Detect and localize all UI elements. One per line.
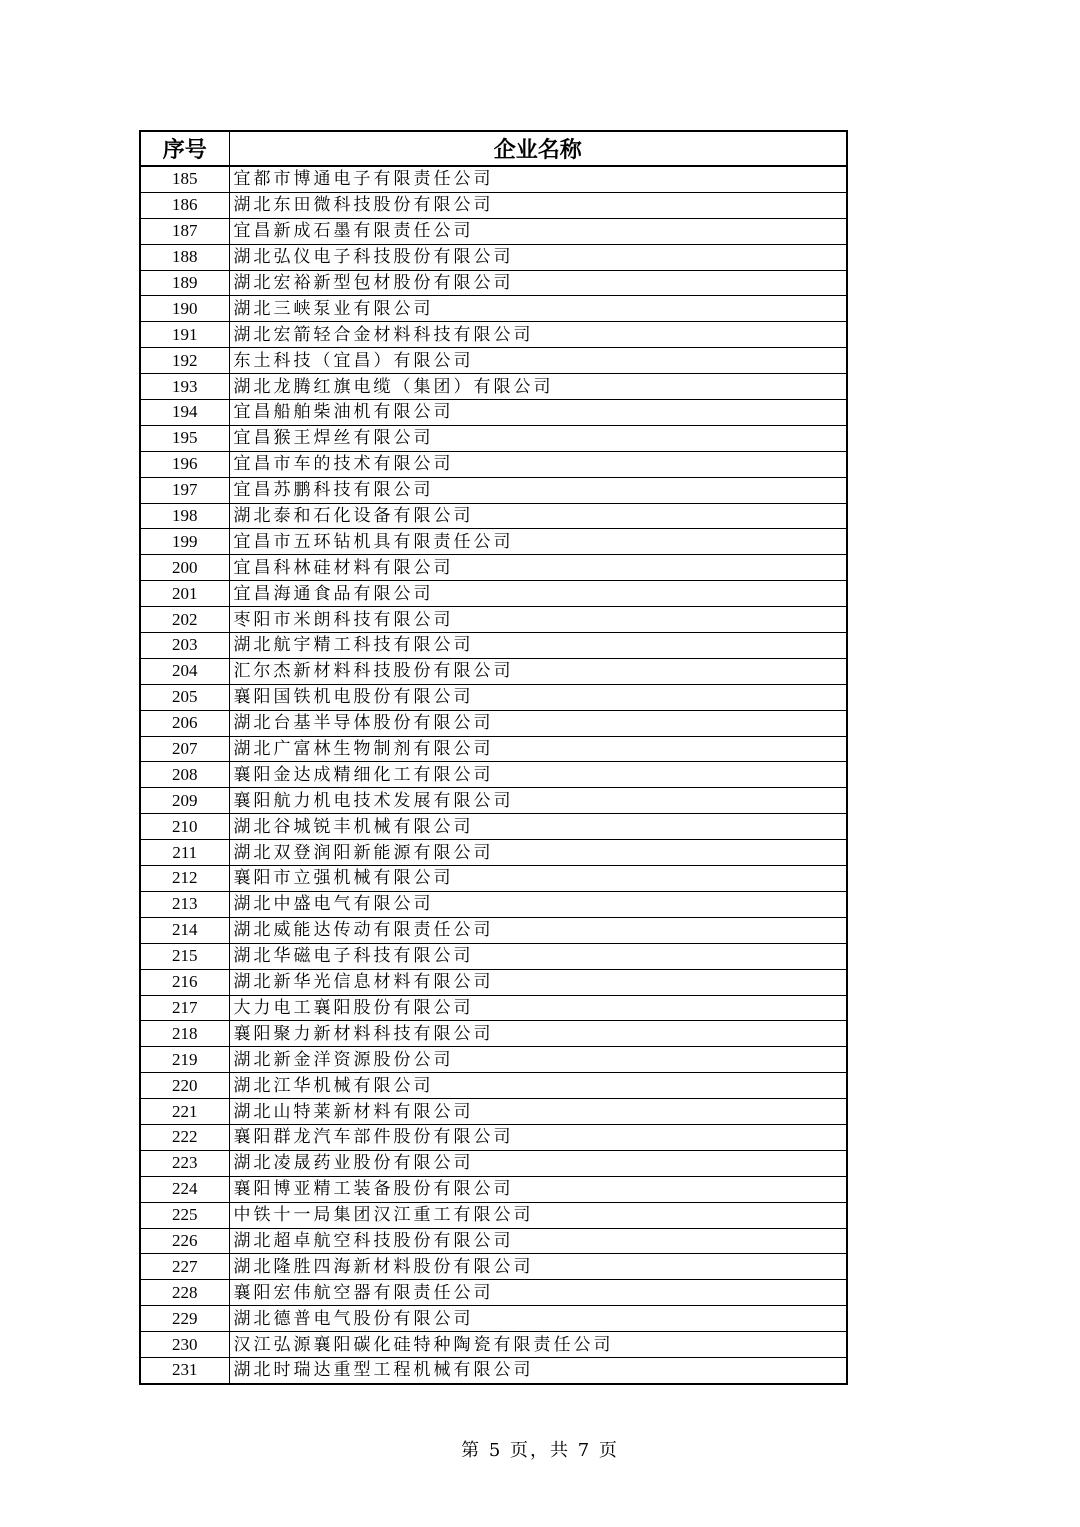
- company-name-cell: 枣阳市米朗科技有限公司: [229, 607, 847, 633]
- table-row: [140, 969, 847, 995]
- header-company-name: 企业名称: [229, 131, 847, 166]
- company-name-cell: 湖北江华机械有限公司: [229, 1073, 847, 1099]
- table-row: [140, 684, 847, 710]
- serial-number-cell: 213: [140, 891, 229, 917]
- table-row: [140, 374, 847, 400]
- serial-number-cell: 192: [140, 348, 229, 374]
- serial-number-cell: 225: [140, 1202, 229, 1228]
- serial-number-cell: 200: [140, 555, 229, 581]
- company-name-cell: 湖北广富林生物制剂有限公司: [229, 736, 847, 762]
- company-name-cell: 襄阳聚力新材料科技有限公司: [229, 1021, 847, 1047]
- table-row: [140, 477, 847, 503]
- company-name-cell: 宜昌海通食品有限公司: [229, 581, 847, 607]
- table-row: [140, 607, 847, 633]
- table-row: [140, 503, 847, 529]
- company-name-cell: 湖北谷城锐丰机械有限公司: [229, 814, 847, 840]
- table-row: [140, 1073, 847, 1099]
- company-table: [139, 130, 848, 1385]
- table-row: [140, 840, 847, 866]
- serial-number-cell: 224: [140, 1176, 229, 1202]
- company-name-cell: 湖北凌晟药业股份有限公司: [229, 1150, 847, 1176]
- company-name-cell: 宜昌猴王焊丝有限公司: [229, 425, 847, 451]
- table-header-row: [140, 131, 847, 166]
- table-row: [140, 1357, 847, 1383]
- serial-number-cell: 196: [140, 451, 229, 477]
- serial-number-cell: 199: [140, 529, 229, 555]
- serial-number-cell: 201: [140, 581, 229, 607]
- company-name-cell: 湖北华磁电子科技有限公司: [229, 943, 847, 969]
- serial-number-cell: 188: [140, 244, 229, 270]
- table-row: [140, 192, 847, 218]
- company-name-cell: 湖北三峡泵业有限公司: [229, 296, 847, 322]
- table-row: [140, 322, 847, 348]
- company-name-cell: 湖北东田微科技股份有限公司: [229, 192, 847, 218]
- table-row: [140, 1228, 847, 1254]
- company-name-cell: 湖北超卓航空科技股份有限公司: [229, 1228, 847, 1254]
- serial-number-cell: 189: [140, 270, 229, 296]
- serial-number-cell: 215: [140, 943, 229, 969]
- company-name-cell: 襄阳航力机电技术发展有限公司: [229, 788, 847, 814]
- table-row: [140, 296, 847, 322]
- company-name-cell: 湖北航宇精工科技有限公司: [229, 633, 847, 659]
- table-row: [140, 710, 847, 736]
- company-name-cell: 湖北台基半导体股份有限公司: [229, 710, 847, 736]
- company-name-cell: 湖北宏裕新型包材股份有限公司: [229, 270, 847, 296]
- serial-number-cell: 193: [140, 374, 229, 400]
- company-name-cell: 湖北宏箭轻合金材料科技有限公司: [229, 322, 847, 348]
- company-name-cell: 宜昌新成石墨有限责任公司: [229, 218, 847, 244]
- serial-number-cell: 221: [140, 1099, 229, 1125]
- serial-number-cell: 218: [140, 1021, 229, 1047]
- serial-number-cell: 228: [140, 1280, 229, 1306]
- company-name-cell: 湖北龙腾红旗电缆（集团）有限公司: [229, 374, 847, 400]
- company-name-cell: 襄阳宏伟航空器有限责任公司: [229, 1280, 847, 1306]
- serial-number-cell: 208: [140, 762, 229, 788]
- serial-number-cell: 212: [140, 866, 229, 892]
- table-row: [140, 244, 847, 270]
- table-row: [140, 943, 847, 969]
- serial-number-cell: 206: [140, 710, 229, 736]
- table-row: [140, 917, 847, 943]
- company-name-cell: 宜昌科林硅材料有限公司: [229, 555, 847, 581]
- table-body: [140, 166, 847, 1384]
- company-name-cell: 襄阳群龙汽车部件股份有限公司: [229, 1124, 847, 1150]
- table-row: [140, 1124, 847, 1150]
- table-row: [140, 788, 847, 814]
- table-row: [140, 1176, 847, 1202]
- table-row: [140, 736, 847, 762]
- table-row: [140, 529, 847, 555]
- table-row: [140, 425, 847, 451]
- table-row: [140, 1047, 847, 1073]
- table-row: [140, 891, 847, 917]
- company-name-cell: 宜昌苏鹏科技有限公司: [229, 477, 847, 503]
- company-name-cell: 湖北弘仪电子科技股份有限公司: [229, 244, 847, 270]
- page-number-footer: 第 5 页，共 7 页: [461, 1440, 619, 1461]
- serial-number-cell: 226: [140, 1228, 229, 1254]
- serial-number-cell: 185: [140, 166, 229, 192]
- serial-number-cell: 223: [140, 1150, 229, 1176]
- serial-number-cell: 209: [140, 788, 229, 814]
- table-row: [140, 1202, 847, 1228]
- serial-number-cell: 217: [140, 995, 229, 1021]
- table-row: [140, 1306, 847, 1332]
- table-row: [140, 348, 847, 374]
- serial-number-cell: 202: [140, 607, 229, 633]
- serial-number-cell: 195: [140, 425, 229, 451]
- serial-number-cell: 198: [140, 503, 229, 529]
- table-row: [140, 1280, 847, 1306]
- serial-number-cell: 211: [140, 840, 229, 866]
- serial-number-cell: 216: [140, 969, 229, 995]
- table-row: [140, 1021, 847, 1047]
- serial-number-cell: 230: [140, 1332, 229, 1358]
- company-name-cell: 襄阳国铁机电股份有限公司: [229, 684, 847, 710]
- serial-number-cell: 194: [140, 400, 229, 426]
- company-name-cell: 汇尔杰新材料科技股份有限公司: [229, 658, 847, 684]
- serial-number-cell: 222: [140, 1124, 229, 1150]
- company-name-cell: 湖北泰和石化设备有限公司: [229, 503, 847, 529]
- company-name-cell: 湖北山特莱新材料有限公司: [229, 1099, 847, 1125]
- serial-number-cell: 205: [140, 684, 229, 710]
- table-row: [140, 218, 847, 244]
- company-name-cell: 襄阳金达成精细化工有限公司: [229, 762, 847, 788]
- serial-number-cell: 229: [140, 1306, 229, 1332]
- table-row: [140, 658, 847, 684]
- company-name-cell: 襄阳市立强机械有限公司: [229, 866, 847, 892]
- serial-number-cell: 207: [140, 736, 229, 762]
- serial-number-cell: 191: [140, 322, 229, 348]
- company-name-cell: 大力电工襄阳股份有限公司: [229, 995, 847, 1021]
- company-name-cell: 湖北中盛电气有限公司: [229, 891, 847, 917]
- serial-number-cell: 220: [140, 1073, 229, 1099]
- table-row: [140, 1254, 847, 1280]
- table-row: [140, 995, 847, 1021]
- company-name-cell: 东土科技（宜昌）有限公司: [229, 348, 847, 374]
- serial-number-cell: 219: [140, 1047, 229, 1073]
- table-row: [140, 1099, 847, 1125]
- serial-number-cell: 186: [140, 192, 229, 218]
- table-row: [140, 581, 847, 607]
- company-name-cell: 湖北时瑞达重型工程机械有限公司: [229, 1357, 847, 1383]
- table-row: [140, 270, 847, 296]
- company-name-cell: 湖北双登润阳新能源有限公司: [229, 840, 847, 866]
- serial-number-cell: 203: [140, 633, 229, 659]
- table-row: [140, 633, 847, 659]
- serial-number-cell: 214: [140, 917, 229, 943]
- company-name-cell: 宜都市博通电子有限责任公司: [229, 166, 847, 192]
- serial-number-cell: 227: [140, 1254, 229, 1280]
- header-serial-number: 序号: [140, 131, 229, 166]
- serial-number-cell: 187: [140, 218, 229, 244]
- table-row: [140, 814, 847, 840]
- company-name-cell: 襄阳博亚精工装备股份有限公司: [229, 1176, 847, 1202]
- table-row: [140, 866, 847, 892]
- company-name-cell: 湖北隆胜四海新材料股份有限公司: [229, 1254, 847, 1280]
- company-name-cell: 湖北威能达传动有限责任公司: [229, 917, 847, 943]
- company-name-cell: 宜昌市五环钻机具有限责任公司: [229, 529, 847, 555]
- table-row: [140, 400, 847, 426]
- table-row: [140, 555, 847, 581]
- company-name-cell: 中铁十一局集团汉江重工有限公司: [229, 1202, 847, 1228]
- serial-number-cell: 231: [140, 1357, 229, 1383]
- serial-number-cell: 197: [140, 477, 229, 503]
- table-row: [140, 1150, 847, 1176]
- serial-number-cell: 190: [140, 296, 229, 322]
- serial-number-cell: 204: [140, 658, 229, 684]
- company-name-cell: 宜昌船舶柴油机有限公司: [229, 400, 847, 426]
- table-row: [140, 451, 847, 477]
- table-row: [140, 166, 847, 192]
- table-row: [140, 1332, 847, 1358]
- company-name-cell: 湖北德普电气股份有限公司: [229, 1306, 847, 1332]
- company-name-cell: 汉江弘源襄阳碳化硅特种陶瓷有限责任公司: [229, 1332, 847, 1358]
- company-name-cell: 湖北新华光信息材料有限公司: [229, 969, 847, 995]
- table-row: [140, 762, 847, 788]
- company-name-cell: 宜昌市车的技术有限公司: [229, 451, 847, 477]
- company-name-cell: 湖北新金洋资源股份公司: [229, 1047, 847, 1073]
- serial-number-cell: 210: [140, 814, 229, 840]
